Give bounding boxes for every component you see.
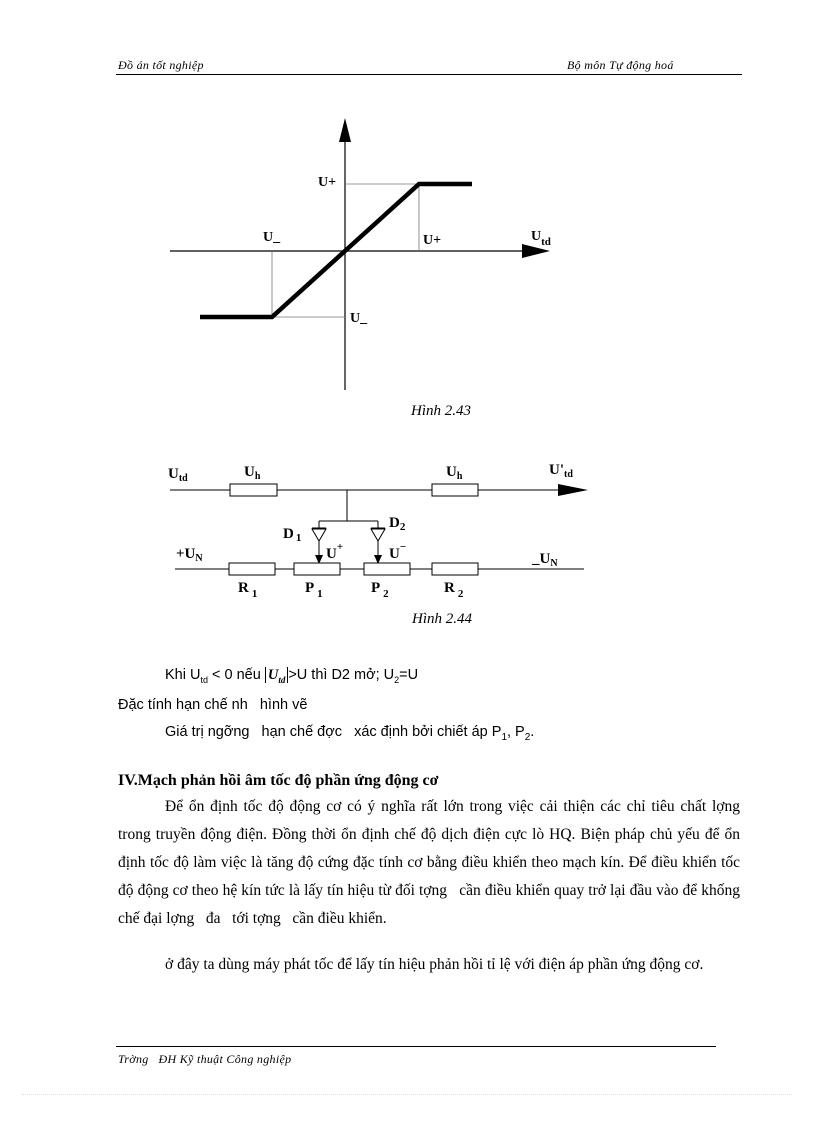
threshold-note [165, 724, 534, 743]
label-x-axis: $U_{td}$ [531, 229, 551, 248]
resistor-r1 [229, 563, 275, 575]
threshold-prefix: Giá trị ngỡng hạn chế đợc xác định bởi chiết áp P [165, 724, 502, 740]
diode-d2-icon [371, 529, 385, 541]
condition-tail: =U [399, 667, 419, 683]
y-axis-arrow-icon [339, 118, 351, 142]
label-output: $U'_{td}$ [549, 462, 573, 480]
label-plus-un: $+U_N$ [176, 546, 203, 564]
condition-rest: >U thì D2 mở; U [288, 667, 395, 683]
label-d2: $D_2$ [389, 515, 406, 533]
threshold-end: . [530, 724, 535, 740]
resistor-uh-right [432, 484, 478, 496]
threshold-sub1: 1 [501, 731, 507, 743]
limiter-circuit-diagram [0, 440, 816, 610]
header-left: Đồ án tốt nghiệp [118, 58, 204, 72]
footer-text: Trờng ĐH Kỹ thuật Công nghiệp [118, 1052, 292, 1066]
label-u-minus-left: U_ [263, 230, 281, 245]
resistor-uh-left [230, 484, 277, 496]
potentiometer-p1 [294, 563, 340, 575]
diode-d1-icon [312, 529, 326, 541]
section-heading: IV.Mạch phản hồi âm tốc độ phần ứng động cơ [118, 772, 439, 789]
output-arrow-icon [558, 484, 588, 496]
footer-rule [116, 1046, 716, 1047]
label-u-minus: U− [389, 541, 407, 562]
limiter-characteristic-graph [0, 0, 816, 420]
label-uh-right: $U_h$ [446, 464, 463, 482]
label-minus-un: $\_U_N$ [532, 551, 558, 569]
label-u-plus-top: U+ [318, 175, 337, 190]
condition-u2-sub: 2 [394, 674, 400, 685]
page-bottom-dotted-rule [22, 1094, 792, 1095]
label-u-minus-bottom: U_ [350, 311, 368, 326]
label-r2: R $_2$ [444, 580, 464, 600]
condition-abs-main: U [267, 667, 279, 683]
condition-abs-sub: td [278, 674, 286, 685]
threshold-mid: , P [507, 724, 525, 740]
label-d1: D $_1$ [283, 526, 302, 544]
condition-abs [265, 667, 289, 683]
characteristic-note: Đặc tính hạn chế nh hình vẽ [118, 697, 308, 713]
resistor-r2 [432, 563, 478, 575]
header-right: Bộ môn Tự động hoá [567, 58, 674, 72]
label-p2: P $_2$ [371, 580, 389, 600]
section-paragraph-1: Để ổn định tốc độ động cơ có ý nghĩa rất lớn trong việc cải thiện các chỉ tiêu chất lợng trong truyền động điện. Đồng thời ổn định chế độ dịch điện cực lò HQ. Biện pháp chủ yếu để ổn định tốc độ làm việc là tăng độ cứng đặc tính cơ bằng điều khiển theo mạch kín. Để điều khiển tốc độ động cơ theo hệ kín tức là lấy tín hiệu từ đối tợng cần điều khiển quay trở lại đầu vào để khống chế đại lợng đa tới tợng cần điều khiển. [118, 798, 752, 927]
label-r1: R $_1$ [238, 580, 258, 600]
label-u-plus-right: U+ [423, 233, 442, 248]
section-paragraph-2: ở đây ta dùng máy phát tốc để lấy tín hiệu phản hồi tỉ lệ với điện áp phần ứng động cơ. [165, 956, 704, 973]
threshold-sub2: 2 [524, 731, 531, 743]
label-uh-left: $U_h$ [244, 464, 261, 482]
figure1-caption: Hình 2.43 [411, 403, 471, 419]
label-p1: P $_1$ [305, 580, 323, 600]
condition-line [165, 665, 418, 690]
potentiometer-p2 [364, 563, 410, 575]
condition-middle: < 0 nếu [207, 667, 265, 683]
figure2-caption: Hình 2.44 [412, 611, 472, 627]
label-u-plus: U+ [326, 541, 344, 562]
label-input: $U_{td}$ [168, 466, 188, 484]
condition-prefix: Khi U [165, 667, 201, 683]
condition-prefix-sub: td [200, 674, 208, 685]
